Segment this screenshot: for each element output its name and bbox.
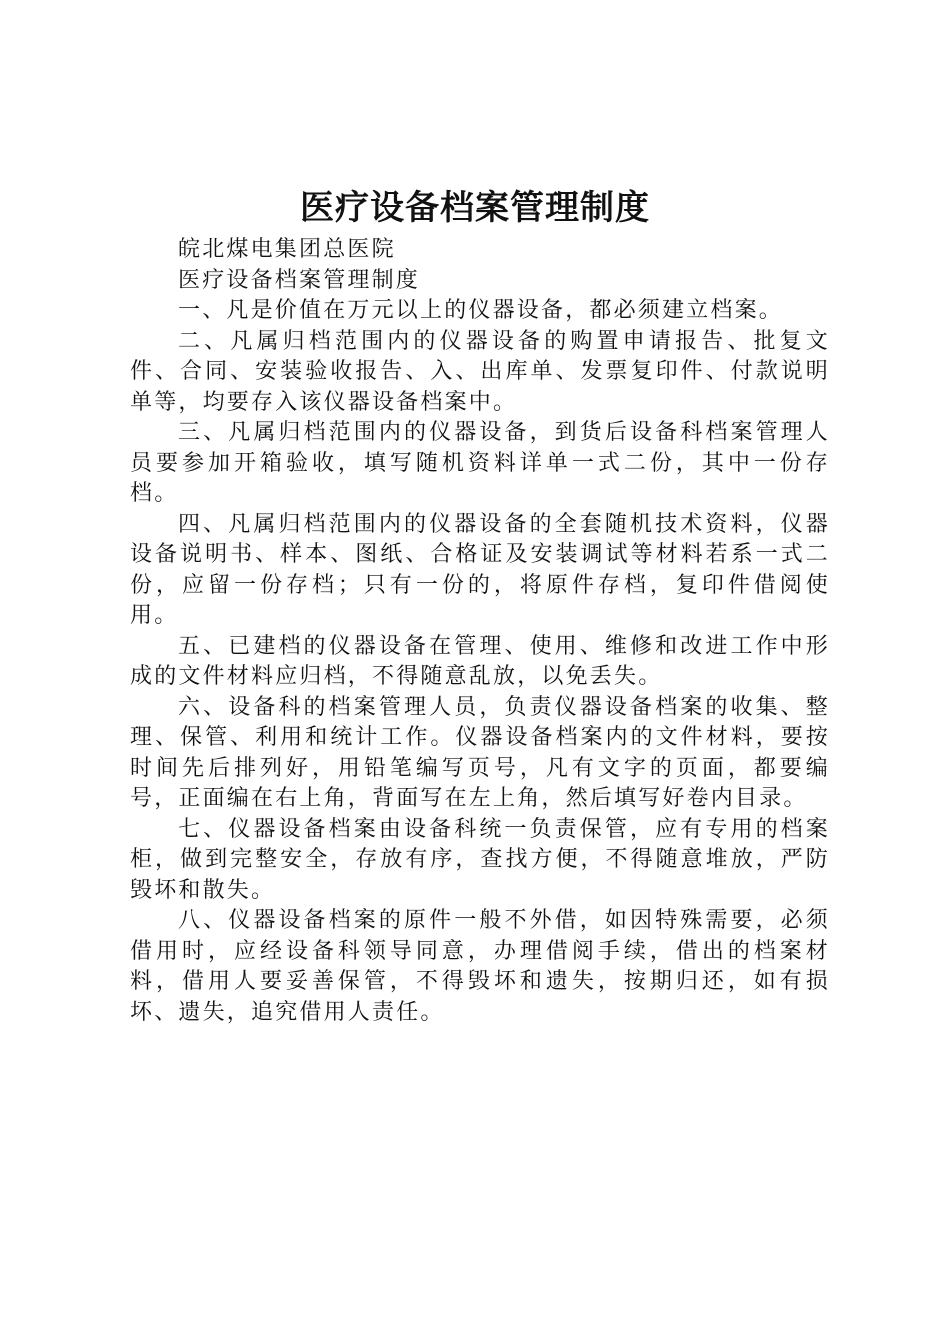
paragraph-clause-1: 一、凡是价值在万元以上的仪器设备，都必须建立档案。 <box>178 298 784 323</box>
paragraph-clause-3: 三、凡属归档范围内的仪器设备，到货后设备科档案管理人员要参加开箱验收，填写随机资料详单一式二份，其中一份存档。 <box>130 420 830 506</box>
paragraph-organization: 皖北煤电集团总医院 <box>178 237 396 262</box>
paragraph-clause-6: 六、设备科的档案管理人员，负责仪器设备档案的收集、整理、保管、利用和统计工作。仪器设备档案内的文件材料，要按时间先后排列好，用铅笔编写页号，凡有文字的页面，都要编号，正面编在右上角，背面写在左上角，然后填写好卷内目录。 <box>130 694 830 811</box>
paragraph-clause-5: 五、已建档的仪器设备在管理、使用、维修和改进工作中形成的文件材料应归档，不得随意乱放，以免丢失。 <box>130 633 830 689</box>
paragraph-subtitle: 医疗设备档案管理制度 <box>178 267 421 293</box>
document-title: 医疗设备档案管理制度 <box>300 188 650 228</box>
paragraph-clause-7: 七、仪器设备档案由设备科统一负责保管，应有专用的档案柜，做到完整安全，存放有序，查找方便，不得随意堆放，严防毁坏和散失。 <box>130 816 830 903</box>
paragraph-clause-4: 四、凡属归档范围内的仪器设备的全套随机技术资料，仪器设备说明书、样本、图纸、合格证及安装调试等材料若系一式二份，应留一份存档；只有一份的，将原件存档，复印件借阅使用。 <box>130 511 830 628</box>
document-body <box>130 235 830 1028</box>
paragraph-clause-2: 二、凡属归档范围内的仪器设备的购置申请报告、批复文件、合同、安装验收报告、入、出库单、发票复印件、付款说明单等，均要存入该仪器设备档案中。 <box>130 328 830 415</box>
paragraph-clause-8: 八、仪器设备档案的原件一般不外借，如因特殊需要，必须借用时，应经设备科领导同意，办理借阅手续，借出的档案材料，借用人要妥善保管，不得毁坏和遗失，按期归还，如有损坏、遗失，追究借用人责任。 <box>130 908 830 1025</box>
